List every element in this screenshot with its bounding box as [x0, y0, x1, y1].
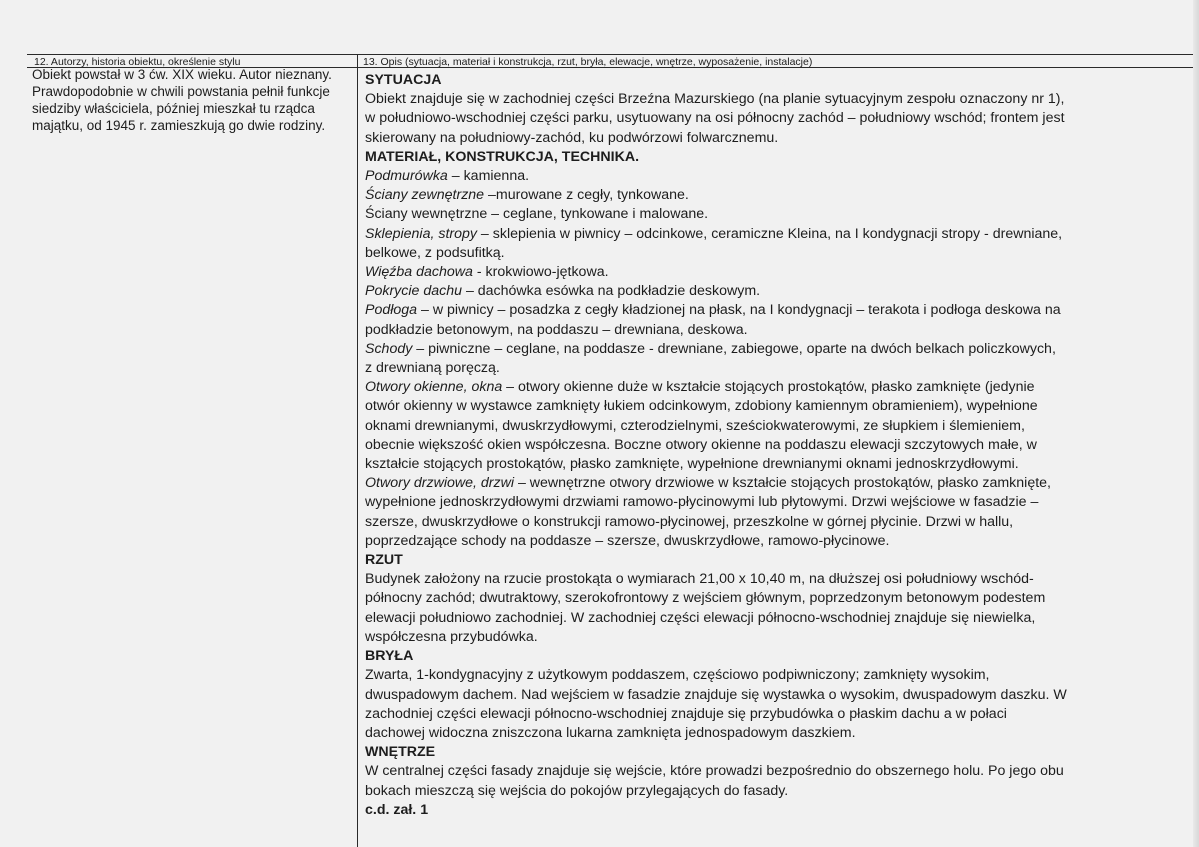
entry-text: – piwniczne – ceglane, na poddasze - drewniane, zabiegowe, oparte na dwóch belkach policzkowych,: [412, 340, 1056, 357]
entry-term: Więźba dachowa: [365, 264, 473, 281]
paragraph-line: w południowo-wschodniej części parku, usytuowany na osi północny zachód – południowy wschód; frontem jest: [365, 110, 1065, 127]
entry-term: Pokrycie dachu: [365, 283, 462, 300]
table-top-border: [27, 54, 1199, 55]
entry-text: – kamienna.: [447, 168, 530, 185]
paragraph-line: elewacji południowo zachodniej. W zachodniej części elewacji północno-wschodniej znajduje się niewielka,: [365, 609, 1036, 626]
entry-term: Otwory okienne, okna: [365, 379, 503, 396]
paragraph-line: szersze, dwuskrzydłowe o konstrukcji ramowo-płycinowej, przeszkolne w górnej płycinie. Drzwi w hallu,: [365, 513, 1014, 530]
paragraph-line: Budynek założony na rzucie prostokąta o wymiarach 21,00 x 10,40 m, na dłuższej osi południowy wschód-: [365, 571, 1034, 588]
entry-sklepienia: [365, 225, 1195, 244]
entry-pokrycie: [365, 282, 1195, 301]
history-text: [32, 66, 354, 134]
header-description: 13. Opis (sytuacja, materiał i konstrukcja, rzut, bryła, elewacje, wnętrze, wyposażenie, instalacje): [363, 56, 813, 68]
paragraph-line: W centralnej części fasady znajduje się wejście, które prowadzi bezpośrednio do obszernego holu. Po jego obu: [365, 763, 1064, 780]
history-line: Prawdopodobnie w chwili powstania pełnił funkcje: [32, 84, 330, 99]
history-line: majątku, od 1945 r. zamieszkują go dwie rodziny.: [32, 118, 326, 133]
entry-podmurowka: [365, 167, 1195, 186]
section-heading-bryla: BRYŁA: [365, 648, 414, 665]
paragraph-line: północny zachód; dwutraktowy, szerokofrontowy z wejściem głównym, poprzedzonym betonowym podestem: [365, 590, 1046, 607]
entry-text: - krokwiowo-jętkowa.: [472, 264, 609, 281]
paragraph-line: zachodniej części elewacji północno-wschodniej znajduje się przybudówka o płaskim dachu a w połaci: [365, 705, 1007, 722]
header-authors-history: 12. Autorzy, historia obiektu, określenie stylu: [34, 56, 241, 68]
entry-drzwi: [365, 474, 1195, 493]
history-line: Obiekt powstał w 3 ćw. XIX wieku. Autor nieznany.: [32, 67, 332, 82]
entry-wiezba: [365, 263, 1195, 282]
section-heading-material: MATERIAŁ, KONSTRUKCJA, TECHNIKA.: [365, 148, 640, 165]
paragraph-line: współczesna przybudówka.: [365, 628, 538, 645]
entry-sciany-zewnetrzne: [365, 186, 1195, 205]
paragraph-line: skierowany na południowy-zachód, ku podwórzowi folwarcznemu.: [365, 129, 779, 146]
section-heading-rzut: RZUT: [365, 552, 403, 569]
entry-sciany-wewnetrzne: Ściany wewnętrzne – ceglane, tynkowane i malowane.: [365, 206, 709, 223]
entry-text: – otwory okienne duże w kształcie stojących prostokątów, płasko zamknięte (jedynie: [502, 379, 1035, 396]
paragraph-line: belkowe, z podsufitką.: [365, 244, 505, 261]
paragraph-line: kształcie stojących prostokątów, płasko zamknięte, wypełnione drewnianymi oknami jednoskrzydłowymi.: [365, 456, 1019, 473]
paragraph-line: dachowej widoczna zniszczona lukarna zamknięta jednospadowym daszkiem.: [365, 724, 856, 741]
entry-term: Sklepienia, stropy: [365, 225, 477, 242]
entry-podloga: [365, 301, 1195, 320]
entry-okna: [365, 378, 1195, 397]
paragraph-line: Obiekt znajduje się w zachodniej części Brzeźna Mazurskiego (na planie sytuacyjnym zespołu oznaczony nr 1),: [365, 91, 1065, 108]
paragraph-line: obecnie większość okien współczesna. Boczne otwory okienne na poddaszu elewacji szczytowych małe, w: [365, 436, 1037, 453]
entry-term: Ściany zewnętrzne: [365, 187, 485, 204]
paragraph-line: wypełnione jednoskrzydłowymi drzwiami ramowo-płycinowymi lub płytowymi. Drzwi wejściowe w fasadzie –: [365, 494, 1039, 511]
entry-text: – sklepienia w piwnicy – odcinkowe, ceramiczne Kleina, na I kondygnacji stropy - drewniane,: [476, 225, 1063, 242]
entry-text: –murowane z cegły, tynkowane.: [484, 187, 689, 204]
paragraph-line: z drewnianą poręczą.: [365, 360, 500, 377]
entry-schody: [365, 340, 1195, 359]
entry-term: Otwory drzwiowe, drzwi: [365, 475, 514, 492]
entry-term: Podmurówka: [365, 168, 448, 185]
paragraph-line: oknami drewnianymi, dwuskrzydłowymi, czterodzielnymi, sześciokwaterowymi, ze słupkiem i ślemieniem,: [365, 417, 1025, 434]
entry-text: – dachówka esówka na podkładzie deskowym.: [462, 283, 761, 300]
paragraph-line: podkładzie betonowym, na poddaszu – drewniana, deskowa.: [365, 321, 748, 338]
continuation-note: c.d. zał. 1: [365, 801, 429, 818]
description-text: [365, 71, 1195, 820]
paragraph-line: poprzedzające schody na poddasze – szersze, dwuskrzydłowe, ramowo-płycinowe.: [365, 532, 890, 549]
paragraph-line: otwór okienny w wystawce zamknięty łukiem odcinkowym, zdobiony kamiennym obramieniem), wypełnione: [365, 398, 1038, 415]
entry-term: Schody: [365, 340, 413, 357]
column-divider: [357, 54, 358, 847]
paragraph-line: Zwarta, 1-kondygnacyjny z użytkowym poddaszem, częściowo podpiwniczony; zamknięty wysokim,: [365, 667, 990, 684]
history-line: siedziby właściciela, później mieszkał tu rządca: [32, 101, 315, 116]
paragraph-line: bokach mieszczą się wejścia do pokojów przylegających do fasady.: [365, 782, 789, 799]
section-heading-sytuacja: SYTUACJA: [365, 72, 442, 88]
entry-text: – wewnętrzne otwory drzwiowe w kształcie stojących prostokątów, płasko zamknięte,: [514, 475, 1051, 492]
entry-text: – w piwnicy – posadzka z cegły kładzionej na płask, na I kondygnacji – terakota i podłoga deskowa na: [417, 302, 1061, 319]
paragraph-line: dwuspadowym dachem. Nad wejściem w fasadzie znajduje się wystawka o wysokim, dwuspadowym daszku. W: [365, 686, 1067, 703]
entry-term: Podłoga: [365, 302, 418, 319]
section-heading-wnetrze: WNĘTRZE: [365, 744, 436, 761]
